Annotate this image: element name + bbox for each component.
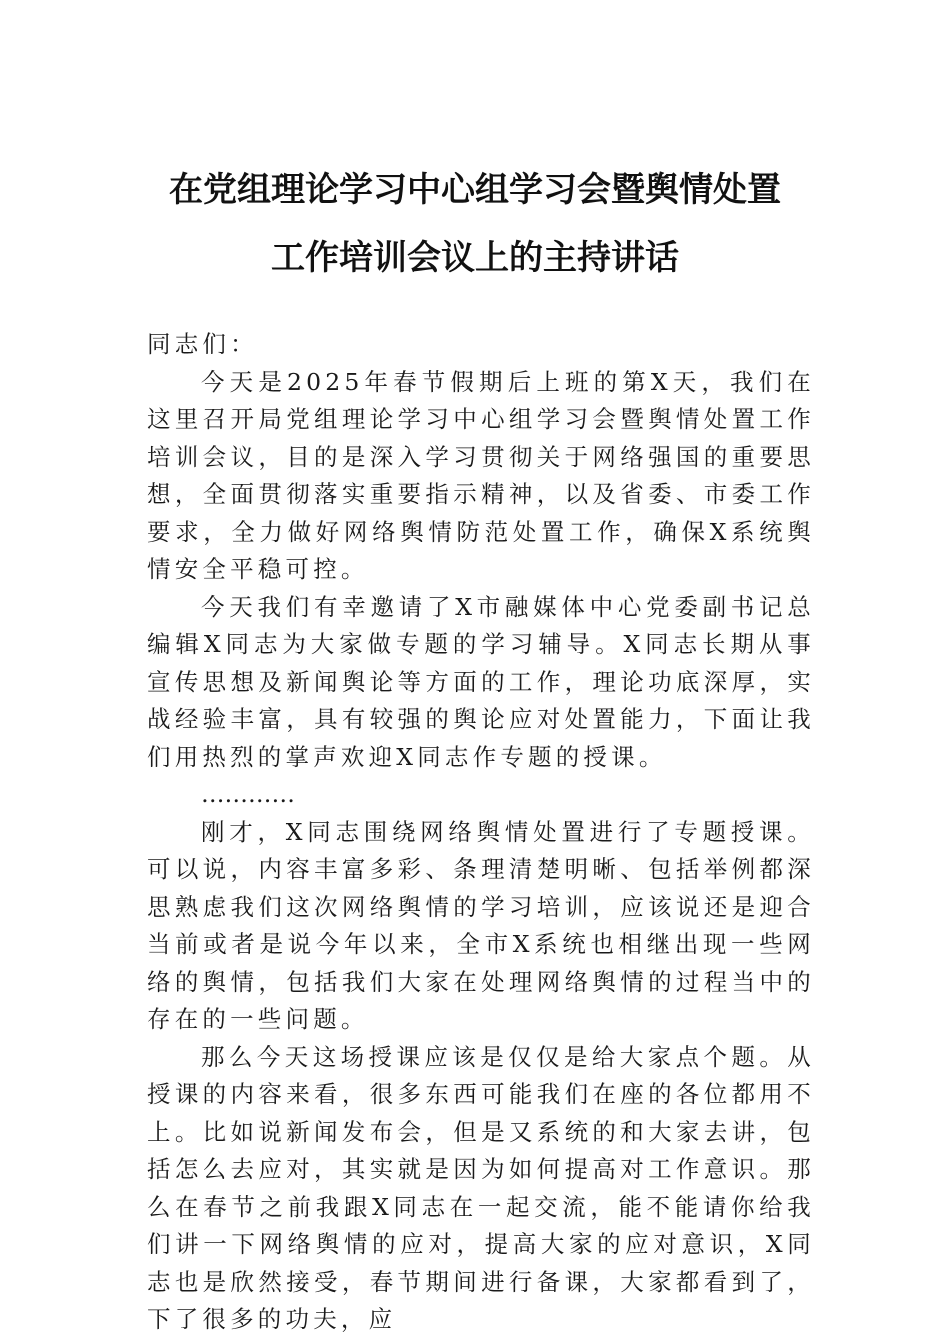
- ellipsis-separator: …………: [201, 780, 296, 808]
- paragraph-speaker-intro: 今天我们有幸邀请了X市融媒体中心党委副书记总编辑X同志为大家做专题的学习辅导。X同志长期从事宣传思想及新闻舆论等方面的工作，理论功底深厚，实战经验丰富，具有较强的舆论应对处置能力，下面让我们用热烈的掌声欢迎X同志作专题的授课。: [147, 592, 815, 771]
- salutation: 同志们：: [147, 330, 258, 358]
- document-title-line-1: 在党组理论学习中心组学习会暨舆情处置: [169, 170, 781, 210]
- document-title-line-2: 工作培训会议上的主持讲话: [271, 238, 679, 278]
- paragraph-summary: 刚才，X同志围绕网络舆情处置进行了专题授课。可以说，内容丰富多彩、条理清楚明晰、包括举例都深思熟虑我们这次网络舆情的学习培训，应该说还是迎合当前或者是说今年以来，全市X系统也相继出现一些网络的舆情，包括我们大家在处理网络舆情的过程当中的存在的一些问题。: [147, 817, 815, 1033]
- paragraph-discussion: 那么今天这场授课应该是仅仅是给大家点个题。从授课的内容来看，很多东西可能我们在座的各位都用不上。比如说新闻发布会，但是又系统的和大家去讲，包括怎么去应对，其实就是因为如何提高对工作意识。那么在春节之前我跟X同志在一起交流，能不能请你给我们讲一下网络舆情的应对，提高大家的应对意识，X同志也是欣然接受，春节期间进行备课，大家都看到了，下了很多的功夫，应: [147, 1042, 815, 1333]
- paragraph-opening: 今天是2025年春节假期后上班的第X天，我们在这里召开局党组理论学习中心组学习会暨舆情处置工作培训会议，目的是深入学习贯彻关于网络强国的重要思想，全面贯彻落实重要指示精神，以及省委、市委工作要求，全力做好网络舆情防范处置工作，确保X系统舆情安全平稳可控。: [147, 367, 815, 583]
- document-body: [147, 326, 815, 1339]
